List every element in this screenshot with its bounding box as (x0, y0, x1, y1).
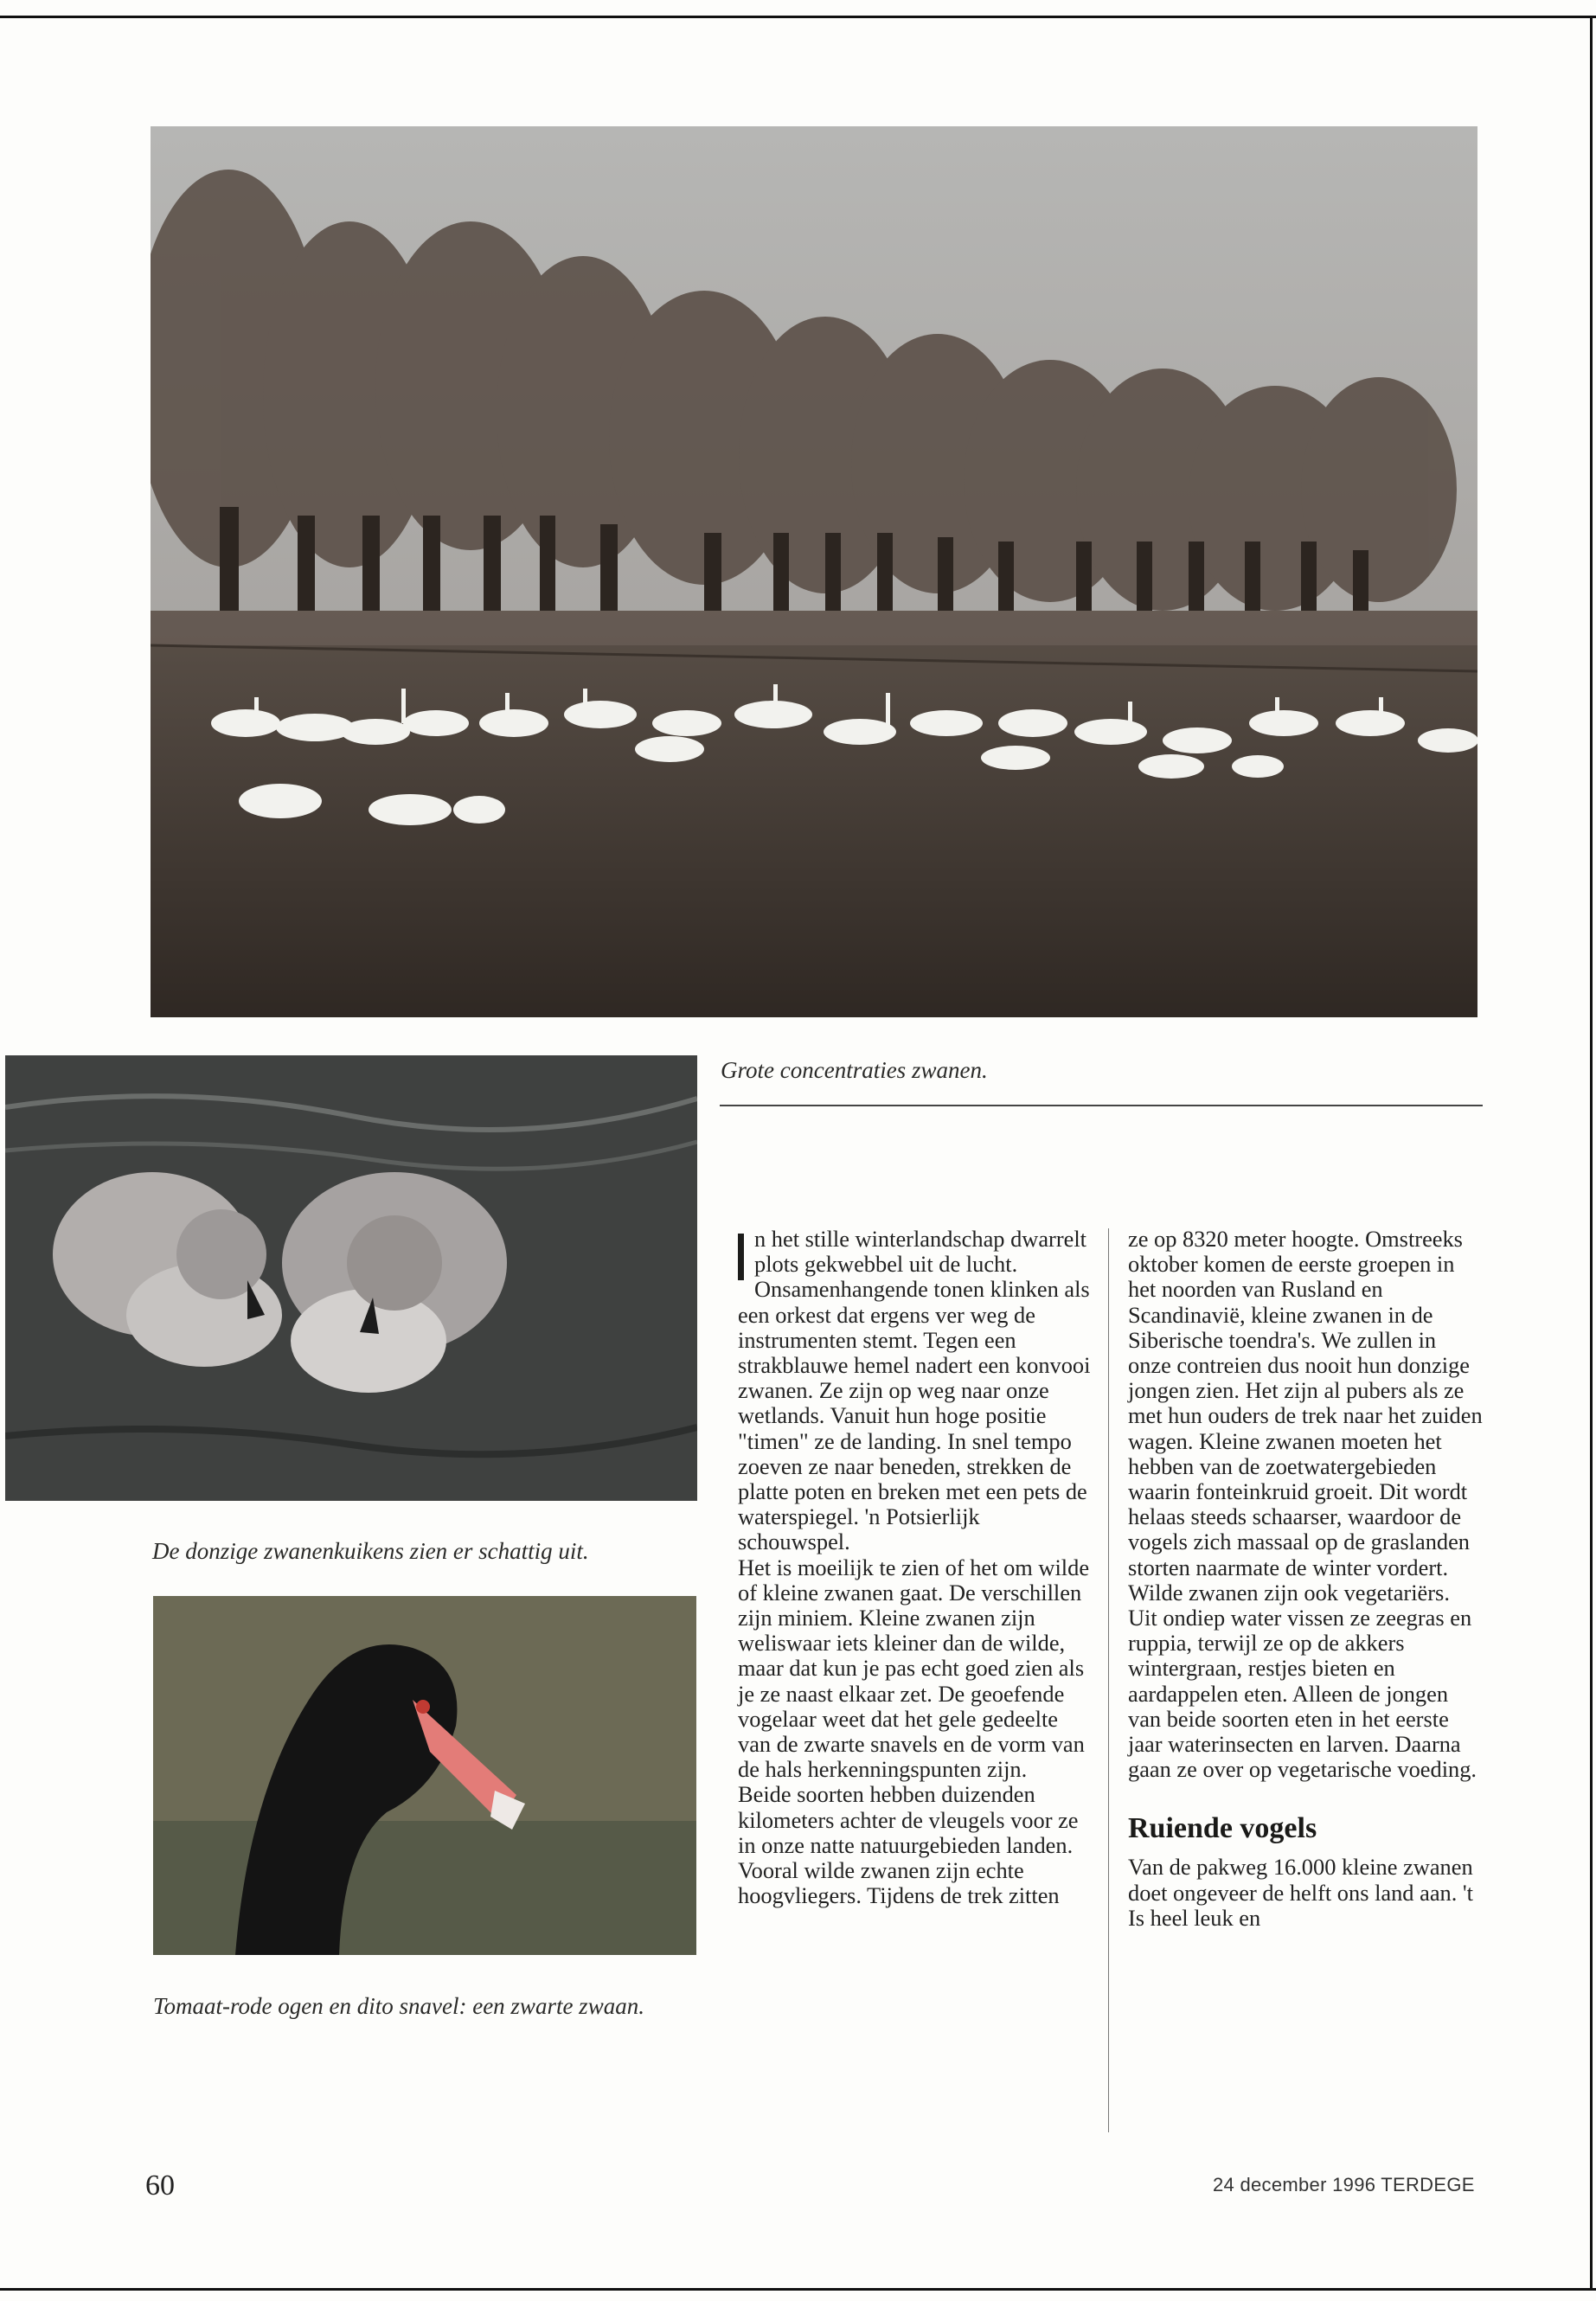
article-paragraph: Het is moeilijk te zien of het om wilde of kleine zwanen gaat. De verschillen zijn miniem. Kleine zwanen zijn weliswaar iets kleiner dan de wilde, maar dat kun je pas echt goed zien als je ze naast elkaar zet. De geoefende vogelaar weet dat het gele gedeelte van de zwarte snavels en de vorm van de hals herkenningspunten zijn. (738, 1554, 1090, 1783)
page-border-top (0, 16, 1596, 18)
footer-issue-date: 24 december 1996 TERDEGE (1213, 2174, 1475, 2195)
swans-field-photo (151, 126, 1477, 1017)
caption-rule (720, 1105, 1483, 1106)
main-photo-caption: Grote concentraties zwanen. (721, 1057, 988, 1083)
article-column-right (1128, 1227, 1483, 1931)
black-swan-caption: Tomaat-rode ogen en dito snavel: een zwarte zwaan. (153, 1993, 644, 2019)
page-number: 60 (145, 2170, 175, 2202)
black-swan-photo (153, 1596, 696, 1955)
article-paragraph: ze op 8320 meter hoogte. Omstreeks oktober komen de eerste groepen in het noorden van Rusland en Scandinavië, kleine zwanen in de Siberische toendra's. We zullen in onze contreien dus nooit hun donzige jongen zien. Het zijn al pubers als ze met hun ouders de trek naar het zuiden wagen. Kleine zwanen moeten het hebben van de zoetwatergebieden waarin fonteinkruid groeit. Dit wordt helaas steeds schaarser, waardoor de vogels zich massaal op de graslanden storten naarmate de winter vordert. Wilde zwanen zijn ook vegetariërs. Uit ondiep water vissen ze zeegras en ruppia, terwijl ze op de akkers wintergraan, restjes bieten en aardappelen eten. Alleen de jongen van beide soorten eten in het eerste jaar waterinsecten en larven. Daarna gaan ze over op vegetarische voeding. (1128, 1226, 1483, 1783)
section-heading: Ruiende vogels (1128, 1812, 1317, 1845)
page-border-right (1590, 16, 1593, 2291)
page-border-bottom (0, 2288, 1596, 2291)
article-paragraph: n het stille winterlandschap dwarrelt plots gekwebbel uit de lucht. Onsamenhangende tonen klinken als een orkest dat ergens ver weg de instrumenten stemt. Tegen een strakblauwe hemel nadert een konvooi zwanen. Ze zijn op weg naar onze wetlands. Vanuit hun hoge positie "timen" ze de landing. In snel tempo zoeven ze naar beneden, strekken de platte poten en breken met een pets de waterspiegel. 'n Potsierlijk schouwspel. (738, 1226, 1091, 1555)
cygnets-caption: De donzige zwanenkuikens zien er schattig uit. (152, 1538, 589, 1564)
article-paragraph: Van de pakweg 16.000 kleine zwanen doet ongeveer de helft ons land aan. 't Is heel leuk en (1128, 1854, 1474, 1931)
article-paragraph: Beide soorten hebben duizenden kilometers achter de vleugels voor ze in onze natte natuurgebieden landen. Vooral wilde zwanen zijn echte hoogvliegers. Tijdens de trek zitten (738, 1781, 1079, 1909)
cygnets-photo (5, 1055, 697, 1501)
drop-cap-i (738, 1234, 744, 1280)
article-column-left (738, 1227, 1093, 1908)
column-divider (1108, 1228, 1109, 2132)
